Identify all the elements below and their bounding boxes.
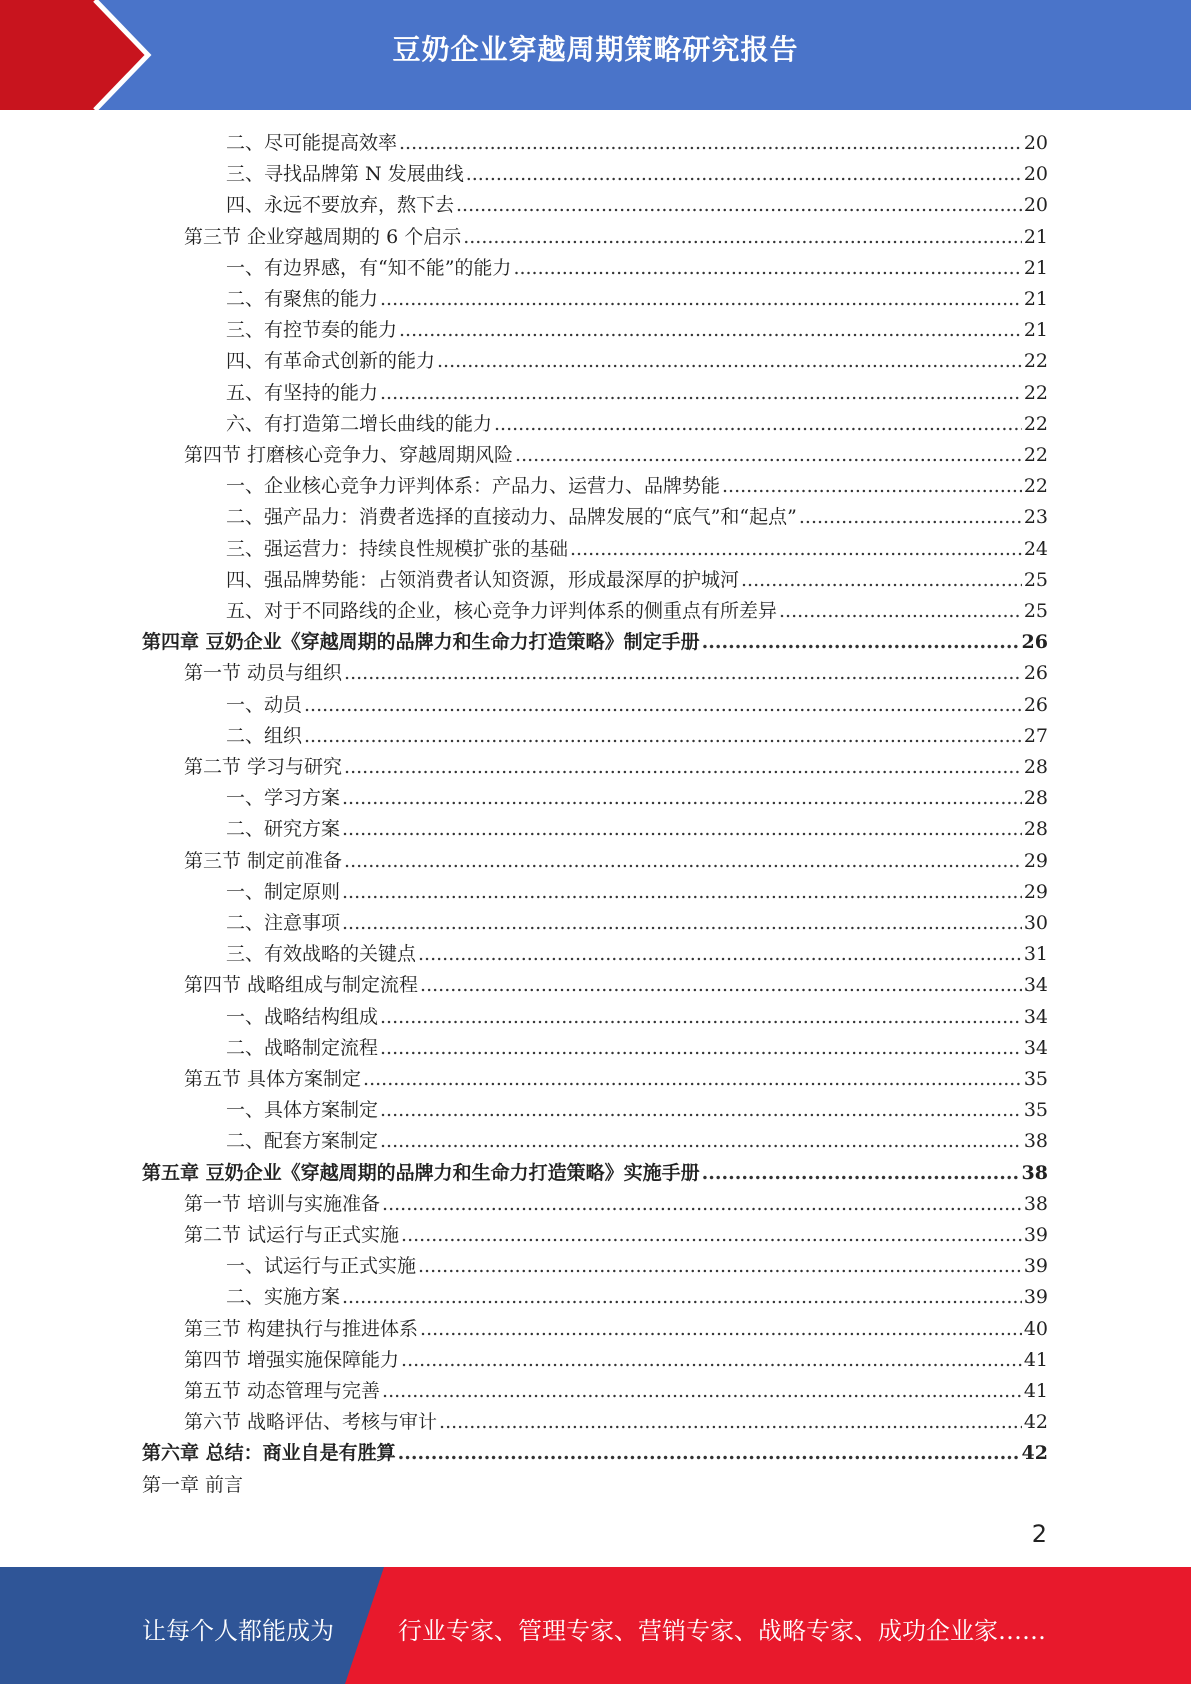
toc-entry-title: 一、战略结构组成 — [226, 1005, 379, 1028]
toc-entry[interactable] — [226, 783, 1048, 814]
toc-entry-page: 30 — [1023, 912, 1048, 934]
toc-entry-page: 41 — [1023, 1348, 1048, 1371]
toc-leader-dots — [380, 1095, 1022, 1126]
toc-entry[interactable] — [226, 159, 1048, 190]
toc-leader-dots — [437, 346, 1022, 377]
toc-entry-page: 39 — [1023, 1255, 1048, 1278]
toc-entry-title: 第三节 制定前准备 — [184, 849, 343, 872]
toc-entry-page: 20 — [1023, 132, 1048, 154]
toc-leader-dots — [779, 596, 1022, 627]
page-footer — [0, 1567, 1191, 1684]
toc-entry[interactable] — [226, 565, 1048, 596]
toc-entry-page: 42 — [1023, 1411, 1048, 1434]
toc-entry-title: 一、具体方案制定 — [226, 1099, 379, 1122]
toc-entry-title: 一、动员 — [226, 693, 303, 716]
toc-leader-dots — [463, 222, 1022, 253]
toc-leader-dots — [342, 814, 1022, 845]
toc-leader-dots — [342, 908, 1022, 939]
toc-entry[interactable] — [184, 222, 1048, 253]
toc-entry-title: 二、组织 — [226, 724, 303, 747]
toc-entry[interactable] — [226, 814, 1048, 845]
toc-leader-dots — [513, 253, 1021, 284]
toc-entry[interactable] — [226, 128, 1048, 159]
toc-entry[interactable] — [184, 1220, 1048, 1251]
toc-entry-title: 第四章 豆奶企业《穿越周期的品牌力和生命力打造策略》制定手册 — [142, 631, 700, 654]
toc-entry-title: 二、研究方案 — [226, 818, 341, 841]
toc-entry-title: 第三节 构建执行与推进体系 — [184, 1317, 419, 1340]
toc-entry-page: 23 — [1023, 506, 1048, 529]
toc-entry-title: 二、尽可能提高效率 — [226, 132, 398, 154]
toc-entry-page: 21 — [1023, 288, 1048, 310]
toc-entry[interactable] — [226, 690, 1048, 721]
toc-leader-dots — [344, 846, 1022, 877]
toc-entry[interactable] — [226, 409, 1048, 440]
toc-entry-title: 第一节 动员与组织 — [184, 662, 343, 685]
toc-leader-dots — [399, 315, 1022, 346]
toc-entry-title: 第六章 总结：商业自是有胜算 — [142, 1442, 396, 1465]
toc-entry[interactable] — [226, 378, 1048, 409]
toc-entry-page: 22 — [1023, 350, 1048, 373]
toc-entry-page: 34 — [1023, 974, 1048, 997]
toc-entry-page: 28 — [1023, 787, 1048, 810]
toc-entry-page: 39 — [1023, 1224, 1048, 1246]
toc-leader-dots — [722, 471, 1022, 502]
toc-entry-title: 二、注意事项 — [226, 912, 341, 934]
toc-entry-title: 第一节 培训与实施准备 — [184, 1192, 381, 1215]
toc-entry[interactable] — [226, 315, 1048, 346]
toc-entry-page: 38 — [1021, 1161, 1048, 1184]
toc-leader-dots — [342, 1282, 1022, 1313]
toc-entry-page: 21 — [1023, 319, 1048, 342]
toc-entry-title: 一、企业核心竞争力评判体系：产品力、运营力、品牌势能 — [226, 475, 721, 498]
toc-entry[interactable] — [184, 1314, 1048, 1345]
toc-entry-page: 34 — [1023, 1036, 1048, 1059]
toc-entry-title: 一、制定原则 — [226, 880, 341, 903]
toc-entry-page: 38 — [1023, 1192, 1048, 1215]
toc-entry-page: 21 — [1023, 225, 1048, 248]
toc-leader-dots — [398, 1438, 1020, 1469]
toc-entry-page: 21 — [1023, 256, 1048, 279]
toc-entry[interactable] — [226, 721, 1048, 752]
toc-leader-dots — [515, 440, 1022, 471]
toc-entry-page: 24 — [1023, 537, 1048, 560]
toc-entry[interactable] — [226, 471, 1048, 502]
toc-entry-page: 25 — [1023, 568, 1048, 591]
toc-entry-page: 28 — [1023, 756, 1048, 778]
toc-entry[interactable] — [184, 970, 1048, 1001]
toc-entry[interactable] — [226, 596, 1048, 627]
toc-entry-page: 22 — [1023, 475, 1048, 498]
toc-leader-dots — [420, 1314, 1022, 1345]
toc-entry-title: 第五节 具体方案制定 — [184, 1068, 362, 1090]
document-title: 豆奶企业穿越周期策略研究报告 — [392, 33, 799, 66]
toc-entry-title: 第四节 增强实施保障能力 — [184, 1348, 400, 1371]
toc-entry-page: 39 — [1023, 1286, 1048, 1309]
toc-leader-dots — [456, 190, 1022, 221]
toc-leader-dots — [380, 1126, 1022, 1157]
toc-leader-dots — [380, 378, 1022, 409]
toc-entry-page: 26 — [1021, 631, 1048, 654]
toc-entry-title: 四、有革命式创新的能力 — [226, 350, 436, 373]
toc-entry-page: 42 — [1021, 1442, 1048, 1465]
toc-entry-page: 26 — [1023, 693, 1048, 716]
footer-slogan-left: 让每个人都能成为 — [142, 1617, 334, 1645]
toc-entry-page: 20 — [1023, 163, 1048, 186]
toc-entry[interactable] — [184, 1376, 1048, 1407]
toc-entry-title: 二、战略制定流程 — [226, 1036, 379, 1059]
toc-entry-title: 二、有聚焦的能力 — [226, 288, 379, 310]
toc-entry-title: 三、有效战略的关键点 — [226, 943, 417, 966]
toc-entry-title: 二、配套方案制定 — [226, 1130, 379, 1153]
toc-entry-title: 五、对于不同路线的企业，核心竞争力评判体系的侧重点有所差异 — [226, 600, 778, 622]
toc-leader-dots — [382, 1376, 1022, 1407]
toc-entry-page: 22 — [1023, 381, 1048, 404]
toc-entry-title: 第六节 战略评估、考核与审计 — [184, 1411, 438, 1434]
toc-entry-page: 29 — [1023, 880, 1048, 903]
toc-entry-page: 34 — [1023, 1005, 1048, 1028]
toc-entry-page: 26 — [1023, 662, 1048, 685]
toc-entry[interactable] — [226, 1033, 1048, 1064]
toc-leader-dots — [344, 752, 1022, 783]
toc-leader-dots — [342, 783, 1022, 814]
toc-entry[interactable] — [226, 939, 1048, 970]
toc-leader-dots — [304, 721, 1022, 752]
toc-leader-dots — [741, 565, 1022, 596]
toc-leader-dots — [401, 1345, 1022, 1376]
toc-entry-page: 27 — [1023, 724, 1048, 747]
toc-entry-title: 第五章 豆奶企业《穿越周期的品牌力和生命力打造策略》实施手册 — [142, 1161, 700, 1184]
toc-leader-dots — [494, 409, 1022, 440]
toc-entry-page: 31 — [1023, 943, 1048, 966]
toc-leader-dots — [799, 502, 1022, 533]
toc-entry-title: 第五节 动态管理与完善 — [184, 1380, 381, 1402]
toc-entry-title: 三、寻找品牌第 N 发展曲线 — [226, 163, 464, 186]
toc-leader-dots — [439, 1407, 1022, 1438]
page-header — [0, 0, 1191, 110]
toc-entry-title: 一、试运行与正式实施 — [226, 1255, 417, 1278]
toc-trailing-line: 第一章 前言 — [142, 1473, 244, 1496]
toc-leader-dots — [420, 970, 1022, 1001]
toc-entry[interactable] — [226, 877, 1048, 908]
toc-entry-title: 第二节 试运行与正式实施 — [184, 1224, 400, 1246]
toc-entry[interactable] — [184, 846, 1048, 877]
toc-entry[interactable] — [226, 346, 1048, 377]
toc-entry[interactable] — [226, 534, 1048, 565]
toc-leader-dots — [344, 658, 1022, 689]
toc-leader-dots — [570, 534, 1022, 565]
toc-leader-dots — [380, 284, 1022, 315]
toc-entry-page: 38 — [1023, 1130, 1048, 1153]
toc-leader-dots — [304, 690, 1022, 721]
toc-leader-dots — [382, 1189, 1022, 1220]
toc-entry[interactable] — [184, 1189, 1048, 1220]
toc-leader-dots — [380, 1033, 1022, 1064]
toc-entry[interactable] — [226, 190, 1048, 221]
toc-leader-dots — [401, 1220, 1022, 1251]
toc-entry[interactable] — [184, 658, 1048, 689]
toc-entry-page: 28 — [1023, 818, 1048, 841]
toc-entry-title: 四、强品牌势能：占领消费者认知资源，形成最深厚的护城河 — [226, 568, 740, 591]
toc-leader-dots — [380, 1002, 1022, 1033]
toc-leader-dots — [418, 1251, 1022, 1282]
toc-entry[interactable] — [226, 284, 1048, 315]
toc-entry[interactable] — [184, 1345, 1048, 1376]
toc-entry[interactable] — [226, 1126, 1048, 1157]
toc-leader-dots — [342, 877, 1022, 908]
toc-entry-title: 二、实施方案 — [226, 1286, 341, 1309]
toc-entry-title: 五、有坚持的能力 — [226, 381, 379, 404]
toc-entry[interactable] — [142, 627, 1048, 658]
toc-entry-page: 29 — [1023, 849, 1048, 872]
toc-entry[interactable] — [184, 1064, 1048, 1095]
toc-leader-dots — [702, 1158, 1020, 1189]
toc-entry-page: 20 — [1023, 194, 1048, 217]
toc-entry[interactable] — [184, 752, 1048, 783]
toc-entry[interactable] — [226, 1002, 1048, 1033]
toc-entry[interactable] — [226, 1095, 1048, 1126]
toc-entry-title: 二、强产品力：消费者选择的直接动力、品牌发展的“底气”和“起点” — [226, 506, 797, 529]
toc-entry-page: 25 — [1023, 600, 1048, 622]
toc-entry-page: 41 — [1023, 1380, 1048, 1402]
toc-entry-page: 22 — [1023, 444, 1048, 466]
toc-entry-title: 三、强运营力：持续良性规模扩张的基础 — [226, 537, 569, 560]
toc-entry-title: 第四节 战略组成与制定流程 — [184, 974, 419, 997]
toc-entry-page: 22 — [1023, 412, 1048, 435]
toc-entry[interactable] — [226, 502, 1048, 533]
toc-leader-dots — [702, 627, 1020, 658]
toc-entry[interactable] — [226, 1282, 1048, 1313]
toc-entry[interactable] — [184, 440, 1048, 471]
toc-entry-page: 35 — [1023, 1099, 1048, 1122]
toc-entry[interactable] — [184, 1407, 1048, 1438]
toc-entry-title: 三、有控节奏的能力 — [226, 319, 398, 342]
toc-entry[interactable] — [142, 1158, 1048, 1189]
toc-entry-page: 35 — [1023, 1068, 1048, 1090]
toc-entry-title: 第二节 学习与研究 — [184, 756, 343, 778]
page-number: 2 — [1031, 1520, 1047, 1548]
toc-entry-title: 四、永远不要放弃，熬下去 — [226, 194, 455, 217]
toc-leader-dots — [363, 1064, 1022, 1095]
toc-entry-title: 第四节 打磨核心竞争力、穿越周期风险 — [184, 444, 514, 466]
toc-entry[interactable] — [142, 1438, 1048, 1469]
toc-entry-title: 第三节 企业穿越周期的 6 个启示 — [184, 225, 462, 248]
toc-entry[interactable] — [226, 253, 1048, 284]
footer-slogan-right: 行业专家、管理专家、营销专家、战略专家、成功企业家…… — [398, 1617, 1046, 1645]
toc-leader-dots — [466, 159, 1022, 190]
toc-leader-dots — [418, 939, 1022, 970]
toc-entry-page: 40 — [1023, 1317, 1048, 1340]
toc-entry-title: 六、有打造第二增长曲线的能力 — [226, 412, 493, 435]
toc-entry[interactable] — [226, 908, 1048, 939]
toc-entry-title: 一、学习方案 — [226, 787, 341, 810]
toc-entry-title: 一、有边界感，有“知不能”的能力 — [226, 256, 512, 279]
toc-leader-dots — [399, 128, 1022, 159]
toc-entry[interactable] — [226, 1251, 1048, 1282]
